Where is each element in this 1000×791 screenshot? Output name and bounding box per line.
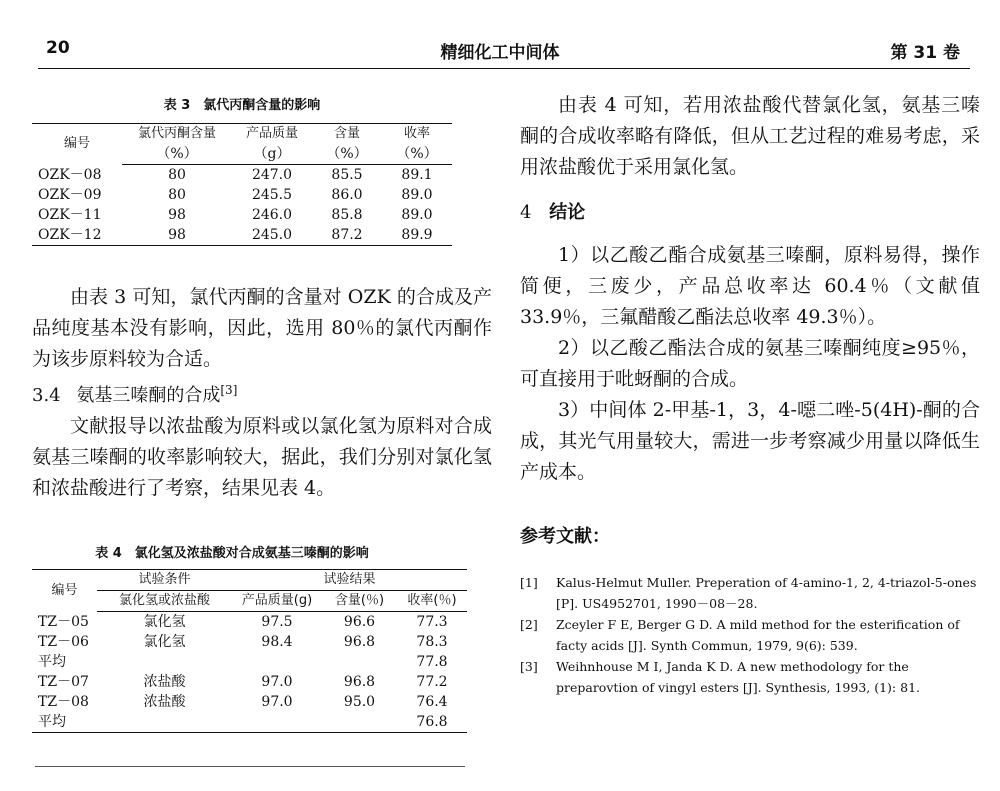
table-cell: 89.0 xyxy=(401,207,433,223)
table-cell: 89.0 xyxy=(401,187,433,203)
table4-subheader-row xyxy=(32,591,467,612)
table-row xyxy=(32,612,467,633)
conclusion-2: 2）以乙酸乙酯法合成的氨基三嗪酮纯度≥95％，可直接用于吡蚜酮的合成。 xyxy=(520,337,980,390)
table-cell: 96.6 xyxy=(343,614,376,630)
table-cell: 80 xyxy=(168,187,186,203)
table-cell: 245.5 xyxy=(251,187,293,203)
table-cell: 76.8 xyxy=(397,712,467,733)
table3-header-chloroacetone: 氯代丙酮含量 xyxy=(122,124,232,145)
section-title: 结论 xyxy=(549,202,586,223)
table-cell: 96.8 xyxy=(343,634,376,650)
table4-subheader: 氯化氢或浓盐酸 xyxy=(97,591,232,612)
table3-header-mass: 产品质量 xyxy=(232,124,312,145)
table-cell: 97.0 xyxy=(261,674,293,690)
reference-text: Weihnhouse M I, Janda K D. A new methodology for the preparovtion of vingyl esters [J]. Synthesis, 1993, (1): 81. xyxy=(556,659,920,695)
table4-header-row xyxy=(32,570,467,591)
section-heading-4 xyxy=(520,197,980,228)
section-heading-3-4 xyxy=(32,375,492,411)
table-row xyxy=(32,672,467,692)
table-row xyxy=(32,165,452,186)
table3-header-id: 编号 xyxy=(32,124,122,165)
table-cell: 80 xyxy=(168,167,186,183)
table-cell: 89.1 xyxy=(401,167,433,183)
table-cell: TZ－08 xyxy=(38,694,89,710)
table-cell: 89.9 xyxy=(382,225,452,246)
table-cell: OZK－08 xyxy=(38,166,102,183)
table3-unit: （%） xyxy=(382,144,452,165)
table-cell: 95.0 xyxy=(343,694,376,710)
table-cell: 87.2 xyxy=(312,225,382,246)
section-citation: [3] xyxy=(220,383,238,397)
table-cell: 平均 xyxy=(32,712,97,733)
paragraph-table4-discussion: 由表 4 可知，若用浓盐酸代替氯化氢，氨基三嗪酮的合成收率略有降低，但从工艺过程的难易考虑，采用浓盐酸优于采用氯化氢。 xyxy=(520,94,980,178)
table3-unit: （%） xyxy=(312,144,382,165)
table-cell: 77.3 xyxy=(416,614,448,630)
table-cell xyxy=(322,652,397,672)
reference-text: Kalus-Helmut Muller. Preperation of 4-amino-1, 2, 4-triazol-5-ones [P]. US4952701, 1990－08－28. xyxy=(556,575,977,611)
table4 xyxy=(32,569,467,733)
table3-caption: 表 3 氯代丙酮含量的影响 xyxy=(163,98,321,113)
running-header xyxy=(30,38,970,68)
paragraph-table3-discussion: 由表 3 可知，氯代丙酮的含量对 OZK 的合成及产品纯度基本没有影响，因此，选用 80％的氯代丙酮作为该步原料较为合适。 xyxy=(32,286,492,370)
references-heading: 参考文献： xyxy=(520,526,610,547)
table-cell: 97.5 xyxy=(261,614,293,630)
conclusion-3: 3）中间体 2-甲基-1，3，4-噁二唑-5(4H)-酮的合成，其光气用量较大，需进一步考察减少用量以降低生产成本。 xyxy=(520,399,980,483)
table4-subheader: 含量(％) xyxy=(322,591,397,612)
table-row xyxy=(32,712,467,733)
table-cell xyxy=(232,712,322,733)
table-cell: 氯化氢 xyxy=(143,614,186,630)
table-cell: 98 xyxy=(122,225,232,246)
table-cell: 86.0 xyxy=(331,187,363,203)
table-cell: 246.0 xyxy=(251,207,293,223)
table-cell: 98 xyxy=(168,207,186,223)
table-cell: 247.0 xyxy=(251,167,293,183)
reference-number: [1] xyxy=(520,575,538,590)
section-number: 4 xyxy=(520,202,532,223)
page-number: 20 xyxy=(46,38,70,58)
table4-subheader: 收率(％) xyxy=(397,591,467,612)
table-cell: 78.3 xyxy=(416,634,448,650)
table-cell: 98.4 xyxy=(261,634,293,650)
reference-number: [3] xyxy=(520,659,538,674)
table-cell: 245.0 xyxy=(232,225,312,246)
reference-number: [2] xyxy=(520,617,538,632)
table-cell: OZK－12 xyxy=(32,225,122,246)
table-cell: 77.8 xyxy=(416,654,448,670)
table-cell: 平均 xyxy=(38,654,66,670)
table-row xyxy=(32,632,467,652)
table-cell: 85.8 xyxy=(331,207,363,223)
table-row xyxy=(32,205,452,225)
section-number: 3.4 xyxy=(32,385,61,406)
table3-header-yield: 收率 xyxy=(382,124,452,145)
table-cell: OZK－09 xyxy=(38,187,102,203)
table-cell: 77.2 xyxy=(416,674,448,690)
table-row xyxy=(32,692,467,712)
table-cell: 浓盐酸 xyxy=(143,694,186,710)
header-rule xyxy=(38,68,970,69)
journal-title: 精细化工中间体 xyxy=(440,43,560,63)
table4-caption: 表 4 氯化氢及浓盐酸对合成氨基三嗪酮的影响 xyxy=(95,546,369,561)
reference-text: Zceyler F E, Berger G D. A mild method for the esterification of facty acids [J]. Synth Commun, 1979, 9(6): 539. xyxy=(556,617,960,653)
conclusion-1: 1）以乙酸乙酯合成氨基三嗪酮，原料易得，操作简便，三废少，产品总收率达 60.4％（文献值 33.9％，三氟醋酸乙酯法总收率 49.3％）。 xyxy=(520,244,980,328)
table4-subheader: 产品质量(g) xyxy=(232,591,322,612)
table3-header-content: 含量 xyxy=(312,124,382,145)
table4-header-results: 试验结果 xyxy=(232,570,467,591)
table-cell: TZ－07 xyxy=(38,674,89,690)
section-title: 氨基三嗪酮的合成 xyxy=(76,385,221,406)
table-cell: 氯化氢 xyxy=(143,634,186,650)
table-row xyxy=(32,652,467,672)
table-cell: 97.0 xyxy=(261,694,293,710)
volume-label: 第 31 卷 xyxy=(890,43,960,63)
table-cell: TZ－05 xyxy=(38,613,89,630)
table3-unit: （g） xyxy=(232,144,312,165)
left-column xyxy=(32,80,492,733)
paragraph-synthesis: 文献报导以浓盐酸为原料或以氯化氢为原料对合成氨基三嗪酮的收率影响较大，据此，我们分别对氯化氢和浓盐酸进行了考察，结果见表 4。 xyxy=(32,415,492,499)
table-cell: 76.4 xyxy=(416,694,448,710)
table-cell: 浓盐酸 xyxy=(143,674,186,690)
table3-header-row xyxy=(32,124,452,145)
table-row xyxy=(32,185,452,205)
table4-header-id: 编号 xyxy=(32,570,97,612)
bottom-rule xyxy=(35,766,465,767)
table-cell xyxy=(97,712,232,733)
table4-header-conditions: 试验条件 xyxy=(97,570,232,591)
table-cell xyxy=(232,652,322,672)
reference-list xyxy=(520,572,980,698)
table-cell: TZ－06 xyxy=(38,634,89,650)
reference-item xyxy=(520,572,980,614)
table-cell: 85.5 xyxy=(331,167,363,183)
table-cell: OZK－11 xyxy=(38,207,102,223)
table3 xyxy=(32,123,452,246)
table-cell xyxy=(322,712,397,733)
reference-item xyxy=(520,614,980,656)
table-cell xyxy=(97,652,232,672)
right-column xyxy=(520,80,980,698)
table3-unit: （%） xyxy=(122,144,232,165)
reference-item xyxy=(520,656,980,698)
table-row xyxy=(32,225,452,246)
table-cell: 96.8 xyxy=(343,674,376,690)
